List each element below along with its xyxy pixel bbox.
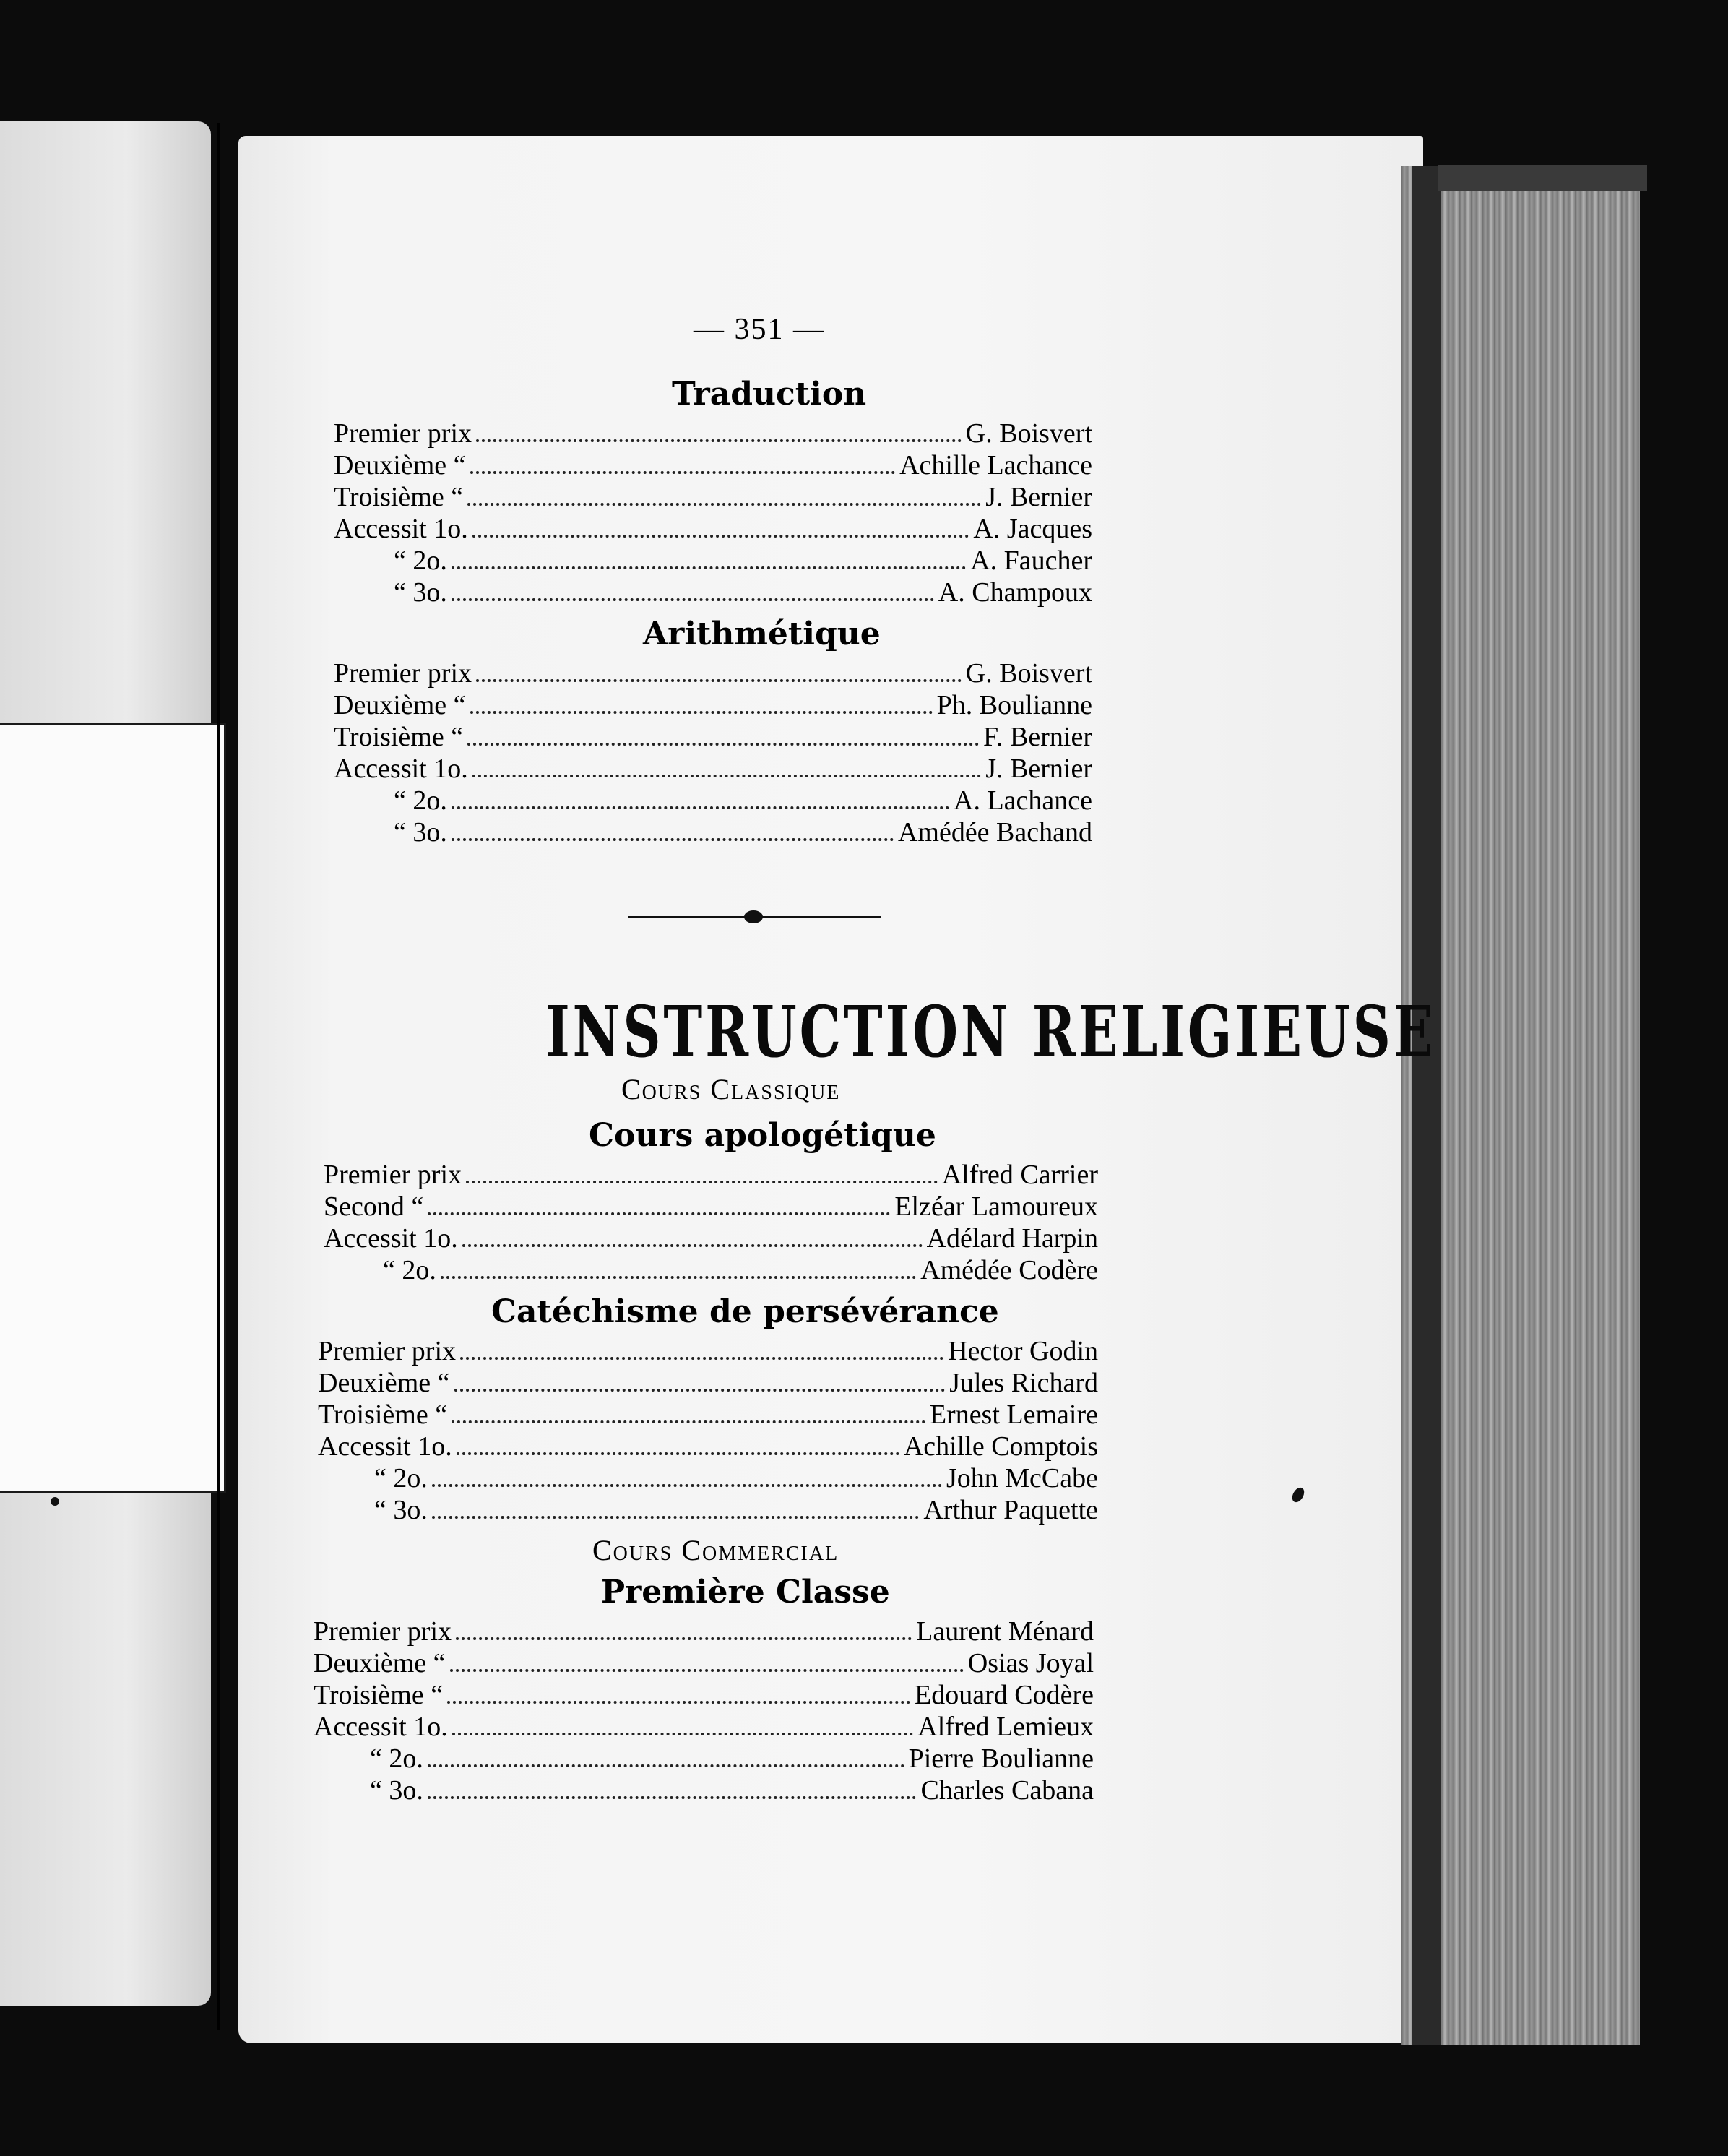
rank-label: Deuxième “ — [318, 1368, 450, 1398]
dot-leader — [472, 775, 982, 777]
left-page-flap — [0, 723, 226, 1493]
list-item — [324, 1159, 1098, 1191]
winner-name: John McCabe — [946, 1463, 1098, 1493]
rank-label: Troisième “ — [334, 722, 464, 752]
page-edge-top — [1438, 165, 1647, 191]
list-item — [370, 1743, 1094, 1775]
list-item — [334, 753, 1092, 785]
list-item — [318, 1367, 1098, 1399]
dot-leader — [452, 806, 949, 809]
dot-leader — [466, 1181, 938, 1183]
rank-label: Premier prix — [324, 1160, 462, 1190]
list-item — [314, 1679, 1094, 1711]
winner-name: Achille Lachance — [899, 450, 1092, 480]
winner-name: Hector Godin — [948, 1336, 1098, 1366]
rank-label: Premier prix — [318, 1336, 457, 1366]
winner-name: Jules Richard — [949, 1368, 1098, 1398]
winner-name: J. Bernier — [985, 482, 1092, 512]
rank-label: “ 3o. — [370, 1775, 423, 1806]
rank-label: Accessit 1o. — [334, 514, 468, 544]
dot-leader — [462, 1244, 923, 1247]
winner-name: Adélard Harpin — [926, 1223, 1098, 1254]
spine-line — [217, 123, 220, 2030]
winner-name: J. Bernier — [985, 754, 1092, 784]
rank-label: Deuxième “ — [334, 450, 466, 480]
rank-label: “ 2o. — [374, 1463, 428, 1493]
dot-leader — [470, 711, 933, 714]
dot-leader — [460, 1357, 943, 1360]
rank-label: Deuxième “ — [334, 690, 466, 720]
dot-leader — [452, 1733, 914, 1735]
winner-name: Edouard Codère — [915, 1680, 1094, 1710]
dot-leader — [452, 1420, 925, 1423]
dot-leader — [454, 1389, 946, 1392]
winner-name: Pierre Boulianne — [908, 1743, 1094, 1774]
dot-leader — [467, 503, 981, 506]
winner-name: Amédée Bachand — [897, 817, 1092, 848]
list-item — [324, 1191, 1098, 1223]
rank-label: “ 3o. — [374, 1495, 428, 1525]
list-item — [318, 1399, 1098, 1431]
rank-label: Deuxième “ — [314, 1648, 446, 1678]
dot-leader — [428, 1796, 917, 1799]
list-item — [383, 1254, 1098, 1286]
section-title-arithmetique: Arithmétique — [643, 616, 881, 652]
section-title-premiere-classe: Première Classe — [601, 1574, 890, 1610]
dot-leader — [432, 1484, 942, 1487]
winner-name: Ernest Lemaire — [929, 1400, 1098, 1430]
list-item — [394, 545, 1092, 577]
list-item — [314, 1647, 1094, 1679]
section-title-instruction-religieuse: INSTRUCTION RELIGIEUSE — [545, 990, 1436, 1073]
list-item — [334, 449, 1092, 481]
dot-leader — [432, 1516, 919, 1519]
rank-label: Accessit 1o. — [314, 1712, 448, 1742]
rank-label: Accessit 1o. — [334, 754, 468, 784]
dot-leader — [470, 471, 896, 474]
section-title-traduction: Traduction — [672, 376, 867, 413]
list-item — [374, 1494, 1098, 1526]
dot-leader — [428, 1212, 890, 1215]
winner-name: F. Bernier — [982, 722, 1092, 752]
rank-label: Troisième “ — [318, 1400, 448, 1430]
list-item — [334, 657, 1092, 689]
winner-name: Achille Comptois — [903, 1431, 1098, 1462]
dot-leader — [452, 566, 966, 569]
section-title-catechisme: Catéchisme de persévérance — [491, 1293, 999, 1330]
rank-label: Troisième “ — [334, 482, 464, 512]
ink-spot — [51, 1497, 59, 1506]
rank-label: Troisième “ — [314, 1680, 444, 1710]
list-item — [394, 816, 1092, 848]
page-edge-shadow — [1412, 166, 1441, 2045]
list-item — [370, 1775, 1094, 1806]
dot-leader — [476, 679, 962, 682]
dot-leader — [476, 439, 962, 442]
rank-label: Premier prix — [334, 658, 472, 689]
dot-leader — [452, 598, 934, 601]
rank-label: Premier prix — [334, 418, 472, 449]
subsection-cours-commercial: Cours Commercial — [592, 1534, 839, 1566]
winner-name: Arthur Paquette — [923, 1495, 1098, 1525]
rank-label: Accessit 1o. — [318, 1431, 452, 1462]
winner-name: Amédée Codère — [920, 1255, 1098, 1285]
list-item — [334, 689, 1092, 721]
rank-label: “ 2o. — [394, 546, 447, 576]
list-item — [374, 1462, 1098, 1494]
rank-label: “ 2o. — [370, 1743, 423, 1774]
list-item — [394, 785, 1092, 816]
list-item — [318, 1335, 1098, 1367]
list-item — [318, 1431, 1098, 1462]
list-item — [334, 418, 1092, 449]
winner-name: Elzéar Lamoureux — [894, 1191, 1098, 1222]
divider-ornament — [744, 910, 763, 923]
list-item — [314, 1616, 1094, 1647]
winner-name: A. Champoux — [938, 577, 1092, 608]
dot-leader — [472, 535, 969, 538]
rank-label: “ 3o. — [394, 577, 447, 608]
winner-name: A. Faucher — [970, 546, 1092, 576]
dot-leader — [456, 1637, 912, 1640]
rank-label: Premier prix — [314, 1616, 452, 1647]
dot-leader — [457, 1452, 899, 1455]
list-item — [314, 1711, 1094, 1743]
page-number: — 351 — — [694, 313, 825, 346]
rank-label: “ 3o. — [394, 817, 447, 848]
rank-label: Second “ — [324, 1191, 424, 1222]
section-title-cours-apologetique: Cours apologétique — [589, 1117, 936, 1154]
rank-label: Accessit 1o. — [324, 1223, 458, 1254]
winner-name: A. Jacques — [973, 514, 1092, 544]
winner-name: Laurent Ménard — [916, 1616, 1094, 1647]
list-item — [324, 1223, 1098, 1254]
rank-label: “ 2o. — [394, 785, 447, 816]
winner-name: A. Lachance — [954, 785, 1092, 816]
dot-leader — [467, 743, 979, 746]
subsection-cours-classique: Cours Classique — [621, 1073, 841, 1105]
dot-leader — [447, 1701, 910, 1704]
winner-name: Osias Joyal — [967, 1648, 1094, 1678]
list-item — [334, 513, 1092, 545]
dot-leader — [452, 838, 894, 841]
dot-leader — [441, 1276, 916, 1279]
winner-name: Ph. Boulianne — [936, 690, 1092, 720]
list-item — [334, 721, 1092, 753]
dot-leader — [428, 1764, 904, 1767]
rank-label: “ 2o. — [383, 1255, 436, 1285]
winner-name: G. Boisvert — [965, 658, 1092, 689]
winner-name: Alfred Lemieux — [917, 1712, 1094, 1742]
winner-name: G. Boisvert — [965, 418, 1092, 449]
winner-name: Charles Cabana — [920, 1775, 1094, 1806]
dot-leader — [450, 1669, 964, 1672]
list-item — [334, 481, 1092, 513]
list-item — [394, 577, 1092, 608]
winner-name: Alfred Carrier — [941, 1160, 1098, 1190]
